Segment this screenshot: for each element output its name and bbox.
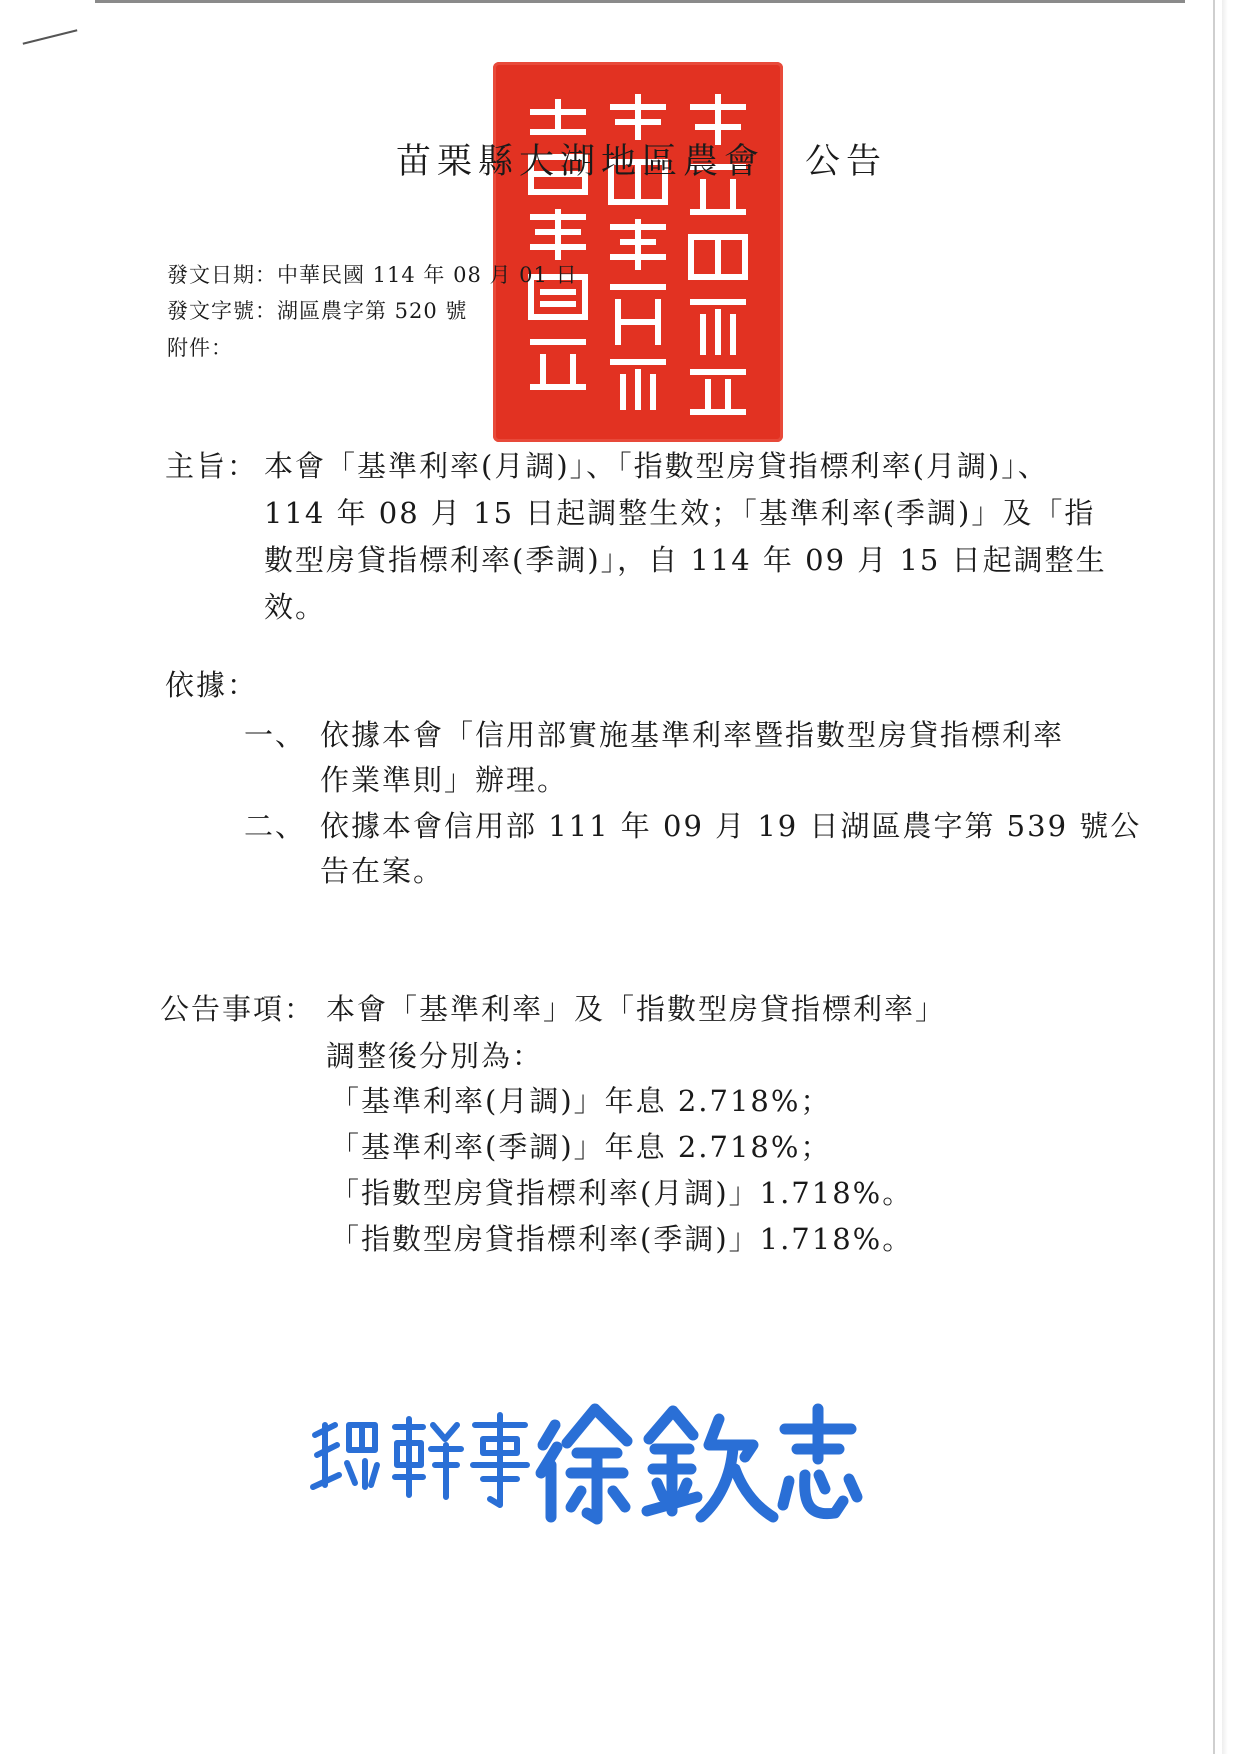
basis-item-number: 二、 [244, 809, 307, 843]
subject-line: 114 年 08 月 15 日起調整生效；「基準利率(季調)」及「指 [264, 496, 1096, 530]
seal-glyphs [493, 62, 783, 442]
basis-item-number: 一、 [244, 718, 307, 752]
notice-items-body [326, 986, 946, 1080]
notice-items-label: 公告事項： [160, 992, 316, 1026]
organization-name: 苗栗縣大湖地區農會 [396, 142, 766, 182]
document-kind: 公告 [805, 142, 888, 182]
issue-number: 發文字號：湖區農字第 520 號 [167, 299, 468, 323]
subject-label: 主旨： [165, 449, 259, 483]
basis-item-text [320, 713, 1120, 803]
rate-item: 「指數型房貸指標利率(月調)」1.718%。 [330, 1176, 914, 1210]
basis-line: 依據本會信用部 111 年 09 月 19 日湖區農字第 539 號公 [320, 809, 1142, 843]
rate-item: 「基準利率(季調)」年息 2.718%； [330, 1130, 832, 1164]
signature-glyphs [305, 1395, 865, 1535]
red-seal-stamp [493, 62, 783, 442]
notice-line: 本會「基準利率」及「指數型房貸指標利率」 [326, 992, 947, 1026]
notice-line: 調整後分別為： [326, 1039, 544, 1073]
stray-pen-mark [23, 29, 78, 44]
basis-line: 作業準則」辦理。 [320, 763, 569, 797]
subject-line: 效。 [264, 590, 327, 624]
subject-body [264, 443, 1124, 631]
scan-edge-right [1213, 0, 1215, 1754]
rate-item: 「基準利率(月調)」年息 2.718%； [330, 1084, 832, 1118]
subject-line: 本會「基準利率(月調)」、「指數型房貸指標利率(月調)」、 [264, 449, 1049, 483]
basis-line: 告在案。 [320, 854, 445, 888]
basis-label: 依據： [165, 668, 259, 702]
general-manager-signature-stamp [305, 1395, 865, 1535]
scan-edge-top [95, 0, 1185, 3]
attachment-label: 附件： [167, 336, 233, 360]
notice-title [396, 134, 887, 184]
rate-list [330, 1078, 913, 1262]
scan-shadow-right [1222, 0, 1228, 1754]
rate-item: 「指數型房貸指標利率(季調)」1.718%。 [330, 1222, 914, 1256]
issue-date: 發文日期：中華民國 114 年 08 月 01 日 [167, 263, 578, 287]
basis-line: 依據本會「信用部實施基準利率暨指數型房貸指標利率 [320, 718, 1065, 752]
subject-line: 數型房貸指標利率(季調)」，自 114 年 09 月 15 日起調整生 [264, 543, 1107, 577]
basis-item-text [320, 804, 1142, 894]
